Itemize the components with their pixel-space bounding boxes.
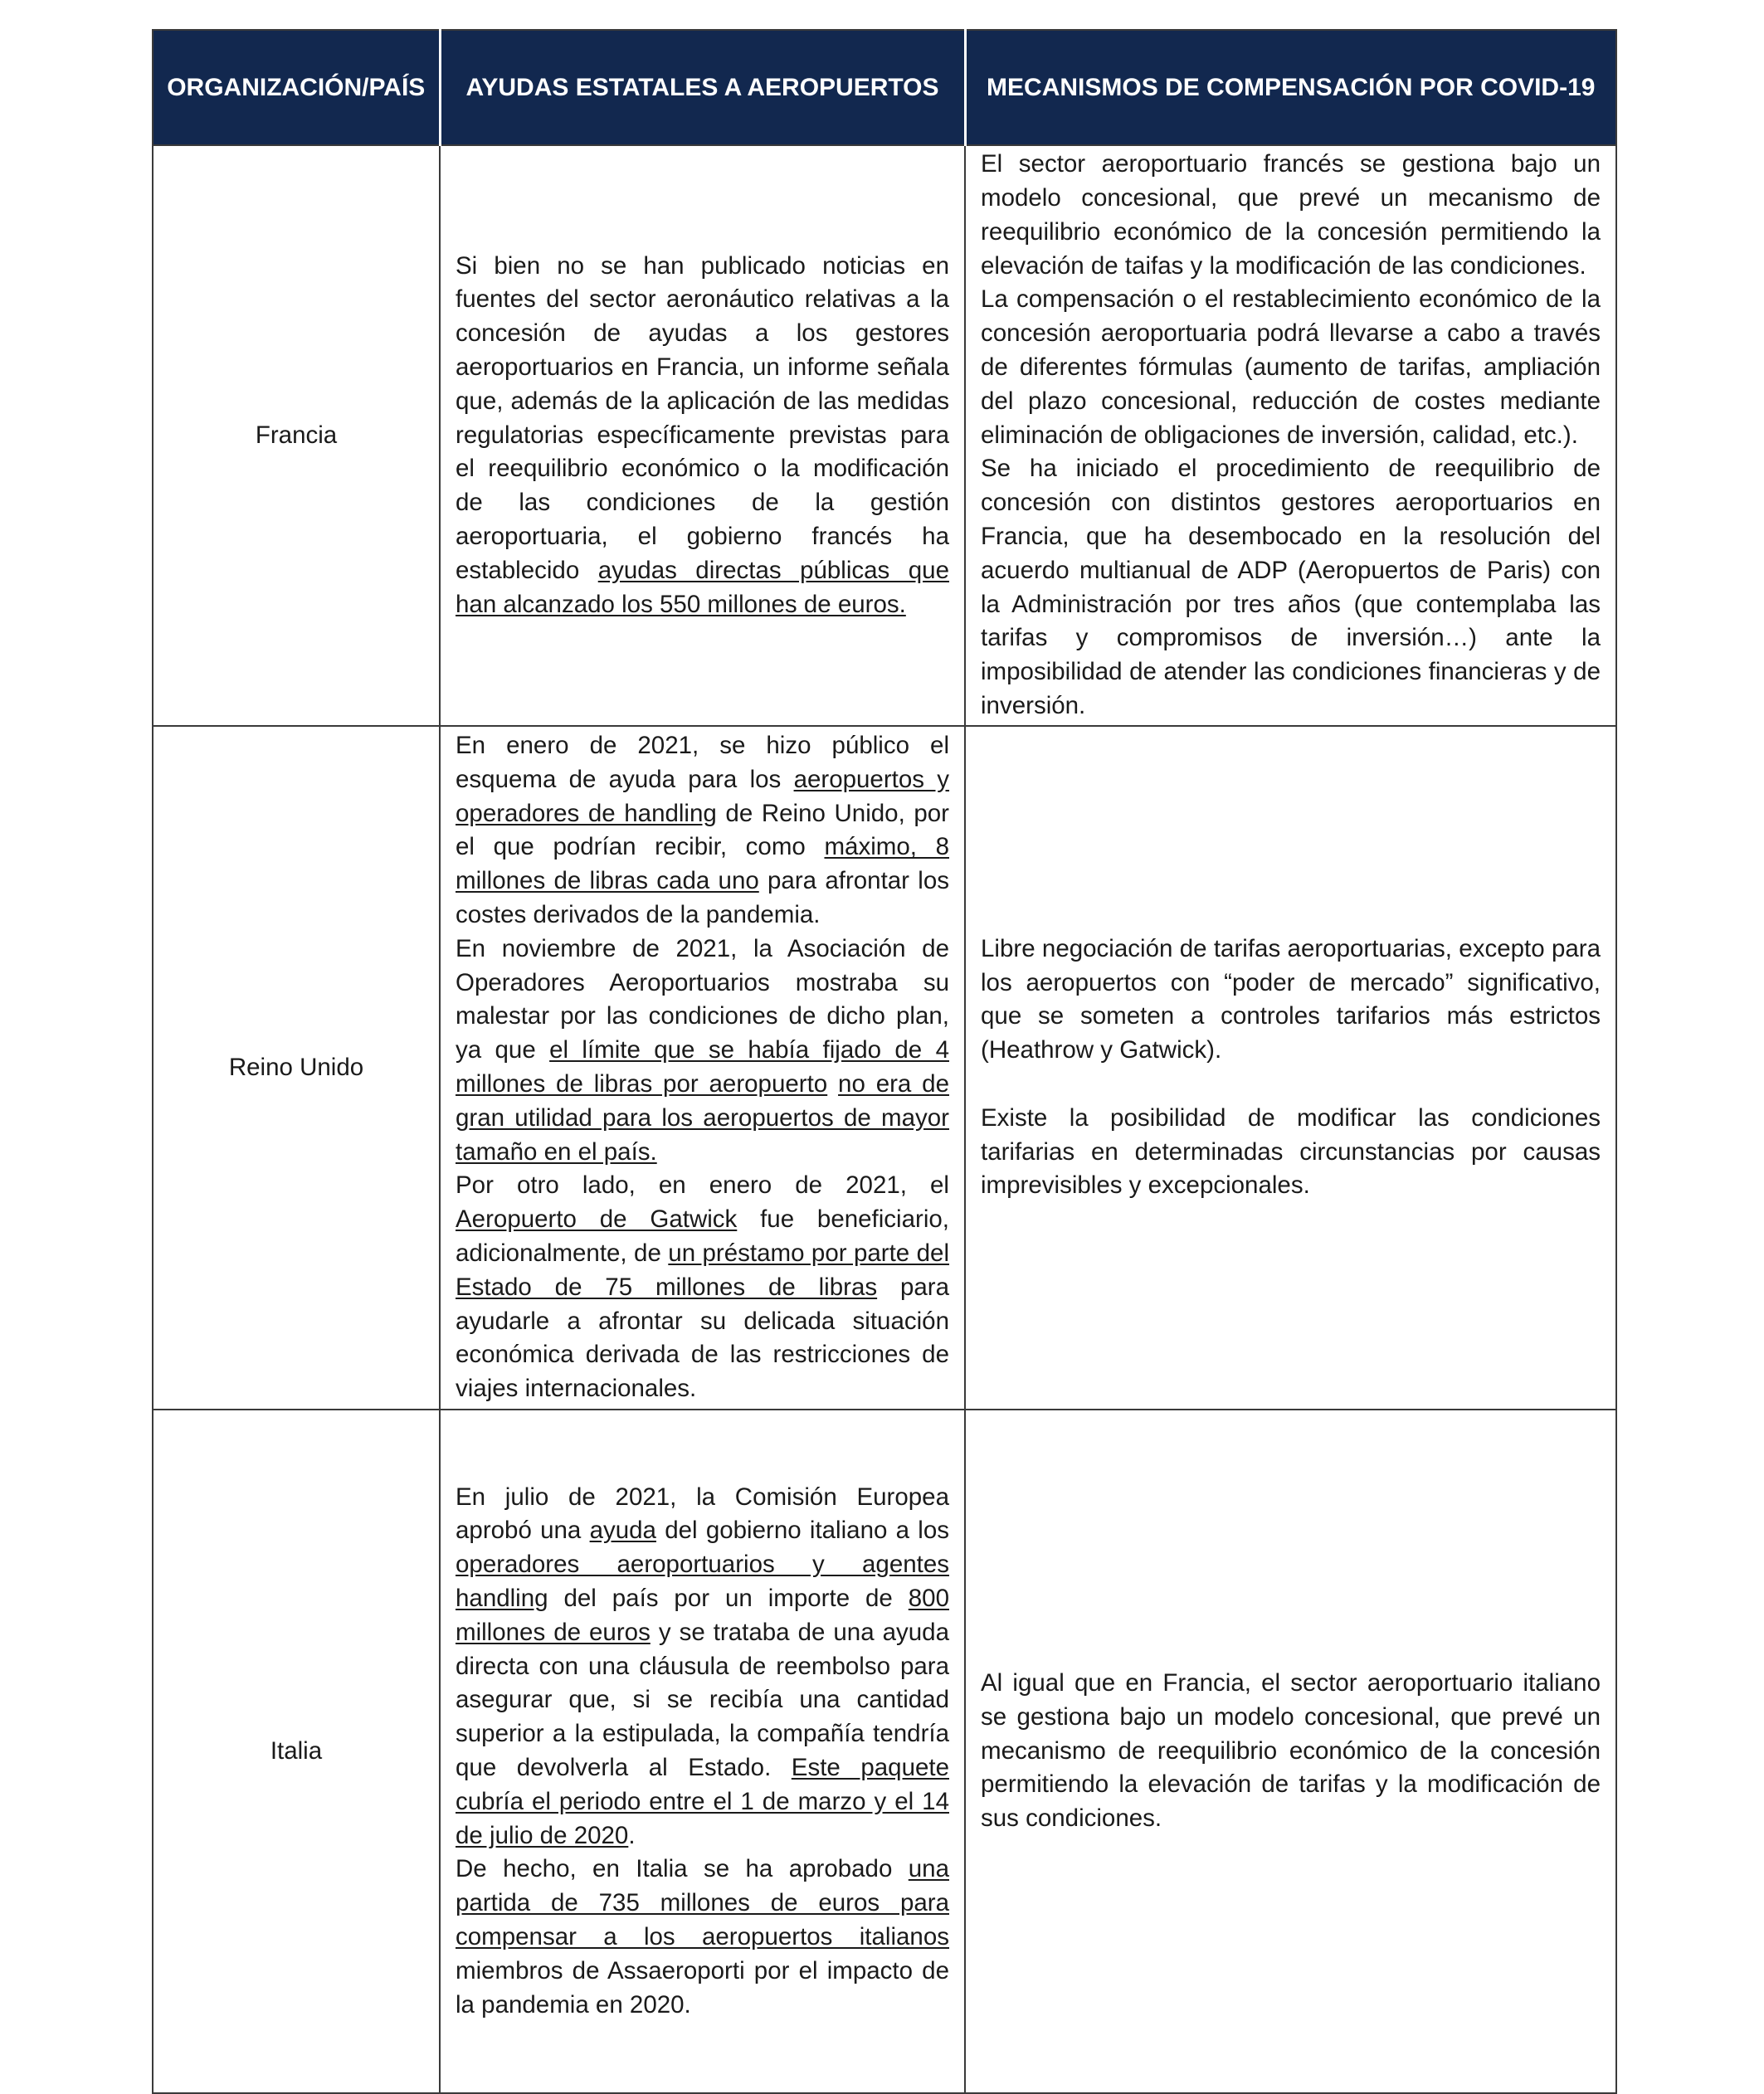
- text-segment: Si bien no se han publicado noticias en fuentes del sector aeronáutico relativas a la concesión de ayudas a los gestores aeroportuarios en Francia, un informe señala que, además de la aplicación de las medidas regulatorias específicamente previstas para el reequilibrio económico o la modificación de las condiciones de la gestión aeroportuaria, el gobierno francés ha establecido: [456, 251, 949, 584]
- underlined-text: Este paquete cubría el periodo entre el 1 de marzo y el 14 de julio de 2020: [456, 1754, 949, 1849]
- ayudas-cell: [440, 145, 965, 726]
- header-organizacion-pais: ORGANIZACIÓN/PAÍS: [153, 30, 440, 145]
- text-segment: En enero de 2021, se hizo público el esquema de ayuda para los: [456, 732, 949, 793]
- ayudas-paragraph: [456, 729, 949, 933]
- underlined-text: una partida de 735 millones de euros para compensar a los aeropuertos italianos: [456, 1855, 949, 1950]
- country-cell: Italia: [153, 1410, 440, 2093]
- text-segment: y se trataba de una ayuda directa con una cláusula de reembolso para asegurar que, si se recibía una cantidad superior a la estipulada, la compañía tendría que devolverla al Estado.: [456, 1618, 949, 1781]
- underlined-text: operadores aeroportuarios y agentes handling: [456, 1551, 949, 1613]
- text-segment: para ayudarle a afrontar su delicada situación económica derivada de las restricciones de viajes internacionales.: [456, 1273, 949, 1403]
- comparison-table: [152, 29, 1617, 2094]
- table-row: [153, 726, 1616, 1410]
- text-segment: [827, 1070, 838, 1098]
- ayudas-cell: [440, 726, 965, 1410]
- ayudas-paragraph: [456, 1853, 949, 2022]
- ayudas-cell: [440, 1410, 965, 2093]
- mecanismos-paragraph: El sector aeroportuario francés se gestiona bajo un modelo concesional, que prevé un mecanismo de reequilibrio económico de la concesión permitiendo la elevación de taifas y la modificación de las condiciones.: [981, 150, 1601, 280]
- text-segment: En noviembre de 2021, la Asociación de Operadores Aeroportuarios mostraba su malestar por las condiciones de dicho plan, ya que: [456, 934, 949, 1064]
- mecanismos-paragraph: Existe la posibilidad de modificar las condiciones tarifarias en determinadas circunstancias por causas imprevisibles y excepcionales.: [981, 1103, 1601, 1200]
- text-segment: del país por un importe de: [548, 1585, 909, 1613]
- underlined-text: aeropuertos y operadores de handling: [456, 765, 950, 827]
- ayudas-paragraph: [456, 933, 949, 1170]
- text-segment: Por otro lado, en enero de 2021, el: [456, 1171, 949, 1200]
- ayudas-paragraph: [456, 1169, 949, 1406]
- text-segment: De hecho, en Italia se ha aprobado: [456, 1855, 909, 1883]
- text-segment: de Reino Unido, por el que podrían recibir, como: [456, 799, 950, 861]
- underlined-text: ayudas directas públicas que han alcanzado los 550 millones de euros.: [456, 556, 949, 618]
- header-row: [153, 30, 1616, 145]
- ayudas-paragraph: [456, 1481, 949, 1853]
- underlined-text: 800 millones de euros: [456, 1585, 949, 1646]
- text-segment: del gobierno italiano a los: [655, 1517, 950, 1545]
- mecanismos-cell: [965, 726, 1616, 1410]
- mecanismos-paragraph: La compensación o el restablecimiento económico de la concesión aeroportuaria podrá llevarse a cabo a través de diferentes fórmulas (aumento de tarifas, ampliación del plazo concesional, reducción de costes mediante eliminación de obligaciones de inversión, calidad, etc.).: [981, 285, 1601, 449]
- underlined-text: el límite que se había fijado de 4 millones de libras por aeropuerto: [456, 1036, 949, 1098]
- mecanismos-paragraph: Libre negociación de tarifas aeroportuarias, excepto para los aeropuertos con “poder de mercado” significativo, que se someten a controles tarifarios más estrictos (Heathrow y Gatwick).: [981, 934, 1601, 1064]
- mecanismos-cell: [965, 1410, 1616, 2093]
- text-segment: En julio de 2021, la Comisión Europea aprobó una: [456, 1483, 949, 1545]
- header-mecanismos-compensacion: MECANISMOS DE COMPENSACIÓN POR COVID-19: [965, 30, 1616, 145]
- ayudas-paragraph: [456, 250, 949, 622]
- header-ayudas-estatales: AYUDAS ESTATALES A AEROPUERTOS: [440, 30, 965, 145]
- text-segment: .: [628, 1821, 636, 1849]
- mecanismos-paragraph: Al igual que en Francia, el sector aeroportuario italiano se gestiona bajo un modelo concesional, que prevé un mecanismo de reequilibrio económico de la concesión permitiendo la elevación de tarifas y la modificación de sus condiciones.: [981, 1669, 1601, 1833]
- underlined-text: un préstamo por parte del Estado de 75 millones de libras: [456, 1239, 950, 1301]
- text-segment: miembros de Assaeroporti por el impacto de la pandemia en 2020.: [456, 1956, 949, 2019]
- country-cell: Francia: [153, 145, 440, 726]
- text-segment: para afrontar los costes derivados de la pandemia.: [456, 867, 949, 929]
- country-cell: Reino Unido: [153, 726, 440, 1410]
- underlined-text: Aeropuerto de Gatwick: [456, 1205, 738, 1234]
- text-segment: fue beneficiario, adicionalmente, de: [456, 1205, 949, 1267]
- underlined-text: máximo, 8 millones de libras cada uno: [456, 833, 949, 895]
- mecanismos-paragraph: Se ha iniciado el procedimiento de reequilibrio de concesión con distintos gestores aeroportuarios en Francia, que ha desembocado en la resolución del acuerdo multianual de ADP (Aeropuertos de Paris) con la Administración por tres años (que contemplaba las tarifas y compromisos de inversión…) ante la imposibilidad de atender las condiciones financieras y de inversión.: [981, 455, 1601, 719]
- mecanismos-cell: [965, 145, 1616, 726]
- underlined-text: ayuda: [589, 1517, 656, 1545]
- comparison-table-container: [152, 29, 1615, 2094]
- table-row: [153, 1410, 1616, 2093]
- table-row: [153, 145, 1616, 726]
- underlined-text: no era de gran utilidad para los aeropuertos de mayor tamaño en el país.: [456, 1070, 949, 1166]
